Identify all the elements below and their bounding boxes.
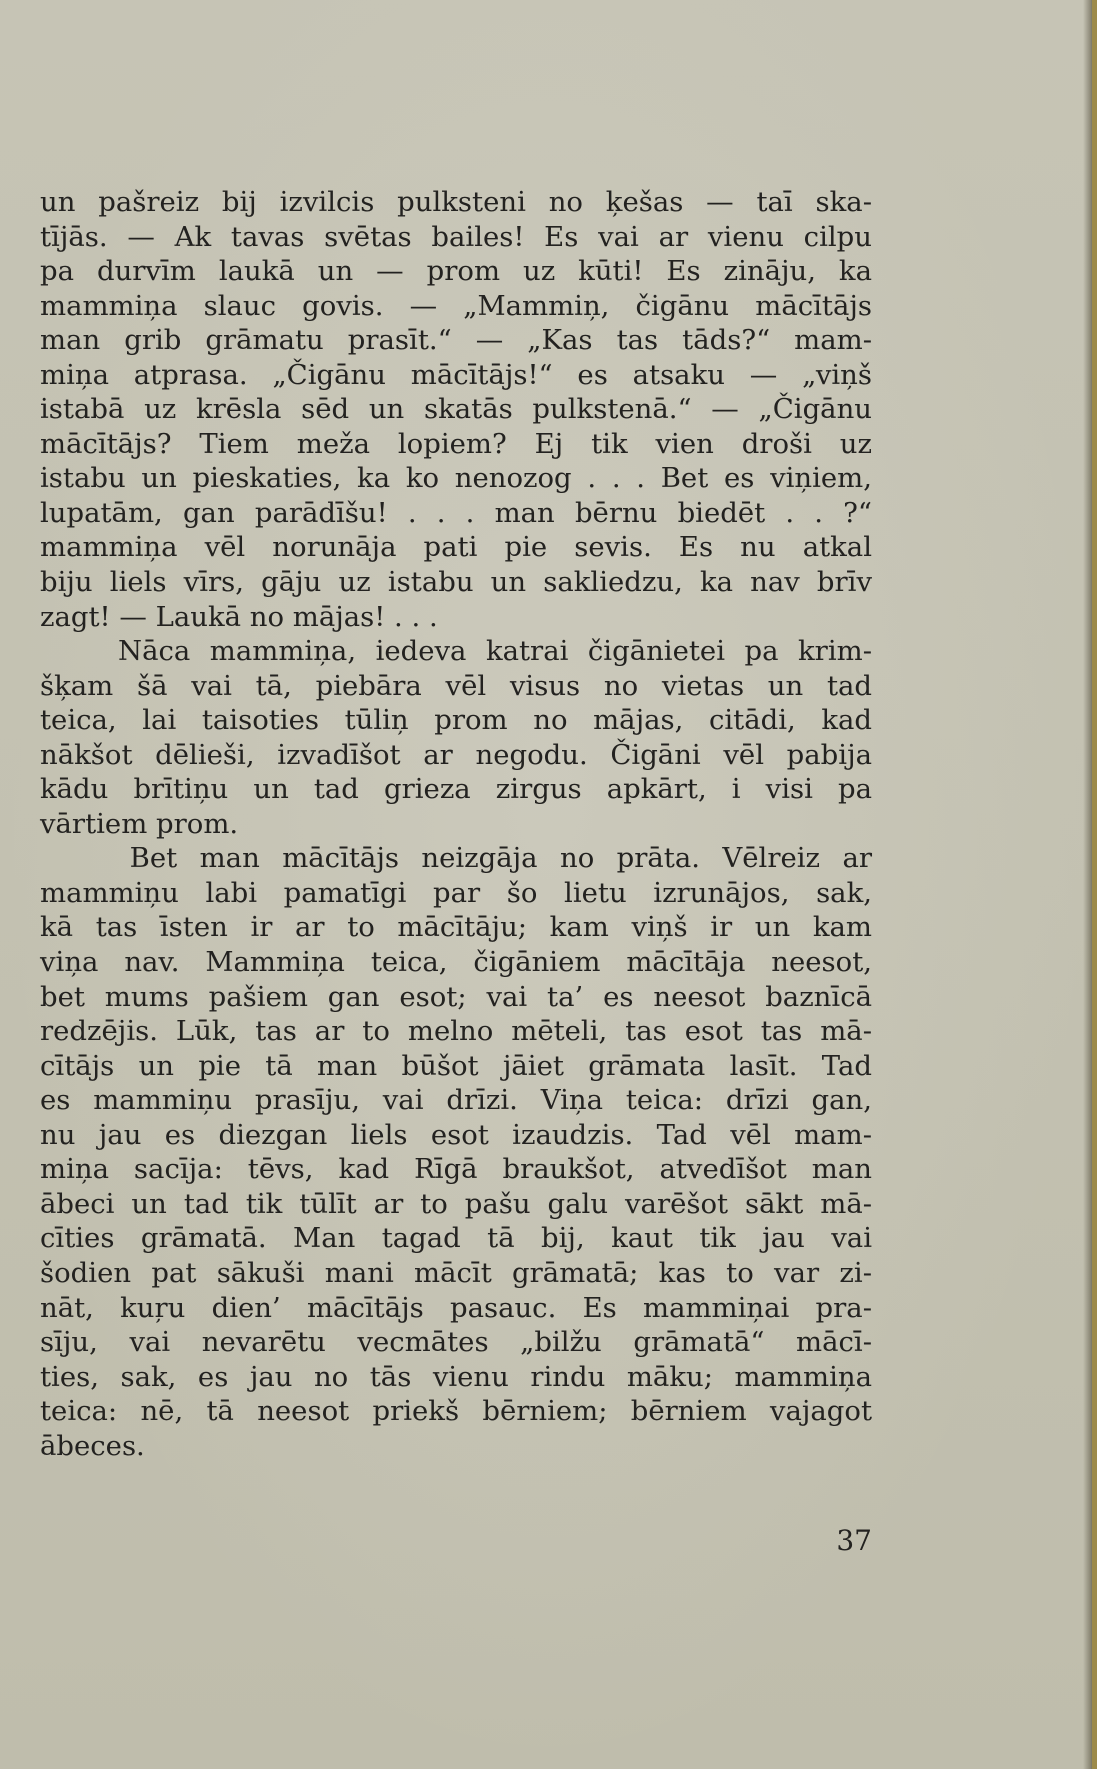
text-line: sīju, vai nevarētu vecmātes „bilžu grāmatā“ mācī- bbox=[40, 1326, 872, 1359]
text-line: nu jau es diezgan liels esot izaudzis. Tad vēl mam- bbox=[40, 1118, 872, 1151]
text-line: vārtiem prom. bbox=[40, 807, 239, 840]
text-line: istabā uz krēsla sēd un skatās pulkstenā.“ — „Čigānu bbox=[40, 393, 872, 426]
text-line: cītājs un pie tā man būšot jāiet grāmata lasīt. Tad bbox=[40, 1049, 872, 1082]
text-line: mammiņu labi pamatīgi par šo lietu izrunājos, sak, bbox=[40, 876, 872, 909]
text-line: kā tas īsten ir ar to mācītāju; kam viņš ir un kam bbox=[40, 911, 872, 944]
text-line: redzējis. Lūk, tas ar to melno mēteli, tas esot tas mā- bbox=[40, 1015, 872, 1048]
paragraph bbox=[40, 634, 872, 841]
paragraph bbox=[40, 185, 872, 634]
text-line: ties, sak, es jau no tās vienu rindu māku; mammiņa bbox=[40, 1360, 872, 1393]
text-line: bet mums pašiem gan esot; vai ta’ es neesot baznīcā bbox=[40, 980, 872, 1013]
text-line: Bet man mācītājs neizgāja no prāta. Vēlreiz ar bbox=[40, 842, 872, 875]
page-number: 37 bbox=[836, 1524, 872, 1557]
text-line: ābeces. bbox=[40, 1429, 145, 1462]
text-line: miņa atprasa. „Čigānu mācītājs!“ es atsaku — „viņš bbox=[40, 358, 872, 391]
text-line: kādu brītiņu un tad grieza zirgus apkārt, i visi pa bbox=[40, 773, 872, 806]
text-line: es mammiņu prasīju, vai drīzi. Viņa teica: drīzi gan, bbox=[40, 1084, 872, 1117]
paragraph bbox=[40, 841, 872, 1463]
text-line: mācītājs? Tiem meža lopiem? Ej tik vien droši uz bbox=[40, 427, 872, 460]
text-line: pa durvīm laukā un — prom uz kūti! Es zināju, ka bbox=[40, 255, 872, 288]
text-line: miņa sacīja: tēvs, kad Rīgā braukšot, atvedīšot man bbox=[40, 1153, 872, 1186]
text-line: tījās. — Ak tavas svētas bailes! Es vai ar vienu cilpu bbox=[40, 220, 872, 253]
text-line: šodien pat sākuši mani mācīt grāmatā; kas to var zi- bbox=[40, 1256, 872, 1289]
text-line: teica: nē, tā neesot priekš bērniem; bērniem vajagot bbox=[40, 1395, 872, 1428]
text-line: zagt! — Laukā no mājas! . . . bbox=[40, 600, 438, 633]
text-line: ābeci un tad tik tūlīt ar to pašu galu varēšot sākt mā- bbox=[40, 1187, 872, 1220]
text-line: biju liels vīrs, gāju uz istabu un sakliedzu, ka nav brīv bbox=[40, 566, 872, 599]
text-line: man grib grāmatu prasīt.“ — „Kas tas tāds?“ mam- bbox=[40, 324, 872, 357]
body-text bbox=[40, 185, 872, 1463]
text-line: Nāca mammiņa, iedeva katrai čigānietei pa krim- bbox=[40, 635, 872, 668]
text-line: istabu un pieskaties, ka ko nenozog . . . Bet es viņiem, bbox=[40, 462, 872, 495]
text-line: šķam šā vai tā, piebāra vēl visus no vietas un tad bbox=[40, 669, 872, 702]
text-line: lupatām, gan parādīšu! . . . man bērnu biedēt . . ?“ bbox=[40, 496, 872, 529]
text-line: nāt, kuŗu dien’ mācītājs pasauc. Es mammiņai pra- bbox=[40, 1291, 872, 1324]
text-line: teica, lai taisoties tūliņ prom no mājas, citādi, kad bbox=[40, 704, 872, 737]
text-line: mammiņa vēl norunāja pati pie sevis. Es nu atkal bbox=[40, 531, 872, 564]
text-line: nākšot dēlieši, izvadīšot ar negodu. Čigāni vēl pabija bbox=[40, 738, 872, 771]
text-line: mammiņa slauc govis. — „Mammiņ, čigānu mācītājs bbox=[40, 289, 872, 322]
text-line: cīties grāmatā. Man tagad tā bij, kaut tik jau vai bbox=[40, 1222, 872, 1255]
text-line: viņa nav. Mammiņa teica, čigāniem mācītāja neesot, bbox=[40, 946, 872, 979]
book-cover-edge bbox=[1092, 0, 1097, 1769]
text-line: un pašreiz bij izvilcis pulksteni no ķešas — taī ska- bbox=[40, 186, 872, 218]
